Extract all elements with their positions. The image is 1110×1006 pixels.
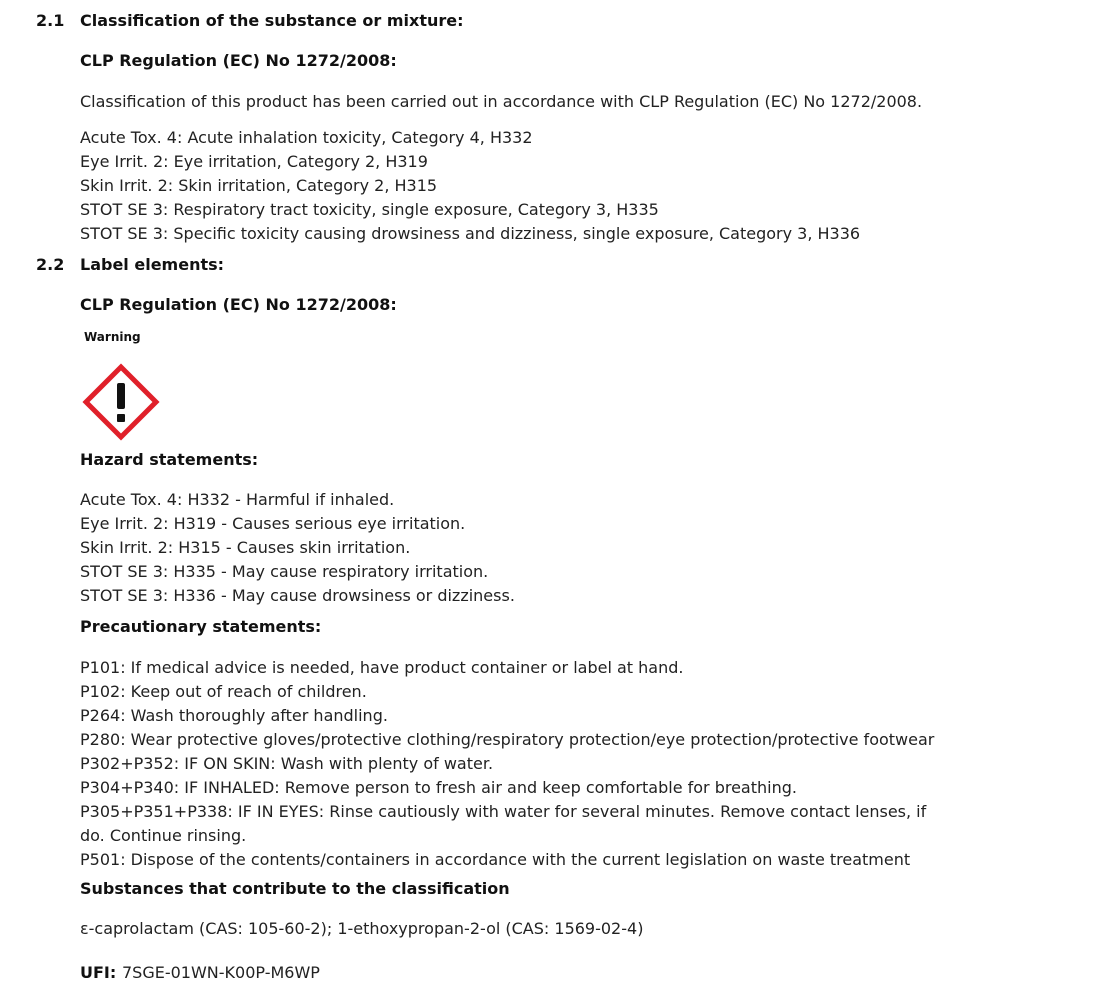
section-number: 2.1 <box>36 11 65 30</box>
classification-list <box>80 128 1100 254</box>
list-item: STOT SE 3: Respiratory tract toxicity, single exposure, Category 3, H335 <box>80 200 659 219</box>
list-item: P101: If medical advice is needed, have product container or label at hand. <box>80 658 684 677</box>
regulation-heading: CLP Regulation (EC) No 1272/2008: <box>80 295 397 314</box>
list-item: P305+P351+P338: IF IN EYES: Rinse cautiously with water for several minutes. Remove contact lenses, if <box>80 802 927 821</box>
list-item: P280: Wear protective gloves/protective clothing/respiratory protection/eye protection/protective footwear <box>80 730 935 749</box>
list-item: Acute Tox. 4: H332 - Harmful if inhaled. <box>80 490 395 509</box>
list-item: do. Continue rinsing. <box>80 826 247 845</box>
hazard-statements-list <box>80 490 1100 616</box>
ufi-value: 7SGE-01WN-K00P-M6WP <box>122 963 320 982</box>
signal-word: Warning <box>84 330 141 344</box>
ghs07-exclamation-icon <box>82 363 160 441</box>
substances-heading: Substances that contribute to the classification <box>80 879 510 898</box>
list-item: STOT SE 3: H336 - May cause drowsiness or dizziness. <box>80 586 515 605</box>
list-item: Skin Irrit. 2: Skin irritation, Category 2, H315 <box>80 176 438 195</box>
section-number: 2.2 <box>36 255 65 274</box>
precautionary-statements-heading: Precautionary statements: <box>80 617 322 636</box>
list-item: STOT SE 3: H335 - May cause respiratory irritation. <box>80 562 489 581</box>
regulation-heading: CLP Regulation (EC) No 1272/2008: <box>80 51 397 70</box>
ufi-label: UFI: <box>80 963 117 982</box>
list-item: P302+P352: IF ON SKIN: Wash with plenty of water. <box>80 754 494 773</box>
substances-text: ε-caprolactam (CAS: 105-60-2); 1-ethoxypropan-2-ol (CAS: 1569-02-4) <box>80 919 644 938</box>
hazard-statements-heading: Hazard statements: <box>80 450 259 469</box>
classification-intro: Classification of this product has been carried out in accordance with CLP Regulation (EC) No 1272/2008. <box>80 92 923 111</box>
list-item: Acute Tox. 4: Acute inhalation toxicity, Category 4, H332 <box>80 128 533 147</box>
list-item: P501: Dispose of the contents/containers in accordance with the current legislation on waste treatment <box>80 850 911 869</box>
section-title: Label elements: <box>80 255 225 274</box>
list-item: Skin Irrit. 2: H315 - Causes skin irritation. <box>80 538 411 557</box>
list-item: P304+P340: IF INHALED: Remove person to fresh air and keep comfortable for breathing. <box>80 778 797 797</box>
list-item: Eye Irrit. 2: H319 - Causes serious eye irritation. <box>80 514 466 533</box>
list-item: P102: Keep out of reach of children. <box>80 682 367 701</box>
list-item: Eye Irrit. 2: Eye irritation, Category 2, H319 <box>80 152 428 171</box>
precautionary-statements-list <box>80 658 1110 874</box>
section-title: Classification of the substance or mixture: <box>80 11 464 30</box>
list-item: P264: Wash thoroughly after handling. <box>80 706 388 725</box>
list-item: STOT SE 3: Specific toxicity causing drowsiness and dizziness, single exposure, Category 3, H336 <box>80 224 861 243</box>
